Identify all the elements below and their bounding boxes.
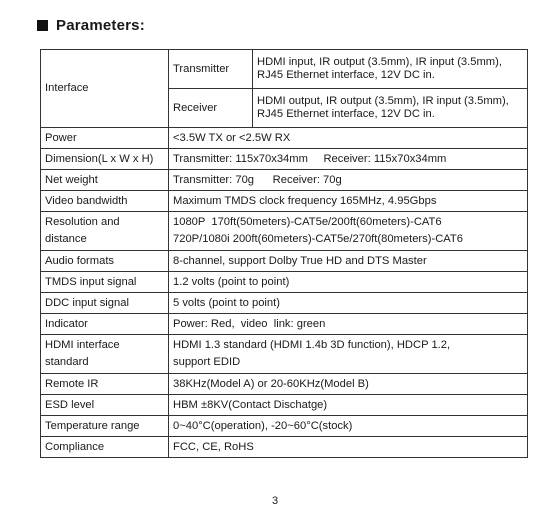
table-row bbox=[41, 191, 528, 212]
hdmi-label bbox=[41, 335, 169, 374]
table-row bbox=[41, 251, 528, 272]
table-row bbox=[41, 314, 528, 335]
weight-label: Net weight bbox=[41, 170, 169, 191]
tmds-label: TMDS input signal bbox=[41, 272, 169, 293]
compliance-label: Compliance bbox=[41, 437, 169, 458]
bandwidth-value: Maximum TMDS clock frequency 165MHz, 4.95Gbps bbox=[169, 191, 528, 212]
table-row bbox=[41, 128, 528, 149]
resolution-label-line1: Resolution and bbox=[45, 216, 120, 228]
hdmi-value-line2: support EDID bbox=[173, 356, 241, 368]
table-row bbox=[41, 212, 528, 251]
audio-label: Audio formats bbox=[41, 251, 169, 272]
table-row bbox=[41, 335, 528, 374]
remote-label: Remote IR bbox=[41, 374, 169, 395]
hdmi-value bbox=[169, 335, 528, 374]
hdmi-label-line1: HDMI interface bbox=[45, 339, 120, 351]
dimension-value: Transmitter: 115x70x34mm Receiver: 115x70x34mm bbox=[169, 149, 528, 170]
table-row bbox=[41, 149, 528, 170]
table-row bbox=[41, 170, 528, 191]
hdmi-value-line1: HDMI 1.3 standard (HDMI 1.4b 3D function), HDCP 1.2, bbox=[173, 339, 451, 351]
heading-text: Parameters: bbox=[56, 16, 145, 34]
dimension-label: Dimension(L x W x H) bbox=[41, 149, 169, 170]
esd-label: ESD level bbox=[41, 395, 169, 416]
hdmi-label-line2: standard bbox=[45, 356, 89, 368]
indicator-label: Indicator bbox=[41, 314, 169, 335]
compliance-value: FCC, CE, RoHS bbox=[169, 437, 528, 458]
remote-value: 38KHz(Model A) or 20-60KHz(Model B) bbox=[169, 374, 528, 395]
receiver-value: HDMI output, IR output (3.5mm), IR input (3.5mm), RJ45 Ethernet interface, 12V DC in. bbox=[253, 89, 528, 128]
section-heading bbox=[37, 14, 145, 36]
resolution-label bbox=[41, 212, 169, 251]
tmds-value: 1.2 volts (point to point) bbox=[169, 272, 528, 293]
resolution-value bbox=[169, 212, 528, 251]
transmitter-label: Transmitter bbox=[169, 50, 253, 89]
table-row bbox=[41, 50, 528, 89]
power-value: <3.5W TX or <2.5W RX bbox=[169, 128, 528, 149]
ddc-value: 5 volts (point to point) bbox=[169, 293, 528, 314]
resolution-label-line2: distance bbox=[45, 233, 87, 245]
table-row bbox=[41, 293, 528, 314]
power-label: Power bbox=[41, 128, 169, 149]
table-row bbox=[41, 272, 528, 293]
bandwidth-label: Video bandwidth bbox=[41, 191, 169, 212]
audio-value: 8-channel, support Dolby True HD and DTS Master bbox=[169, 251, 528, 272]
interface-label: Interface bbox=[41, 50, 169, 128]
resolution-value-line1: 1080P 170ft(50meters)-CAT5e/200ft(60meters)-CAT6 bbox=[173, 216, 442, 228]
bullet-square-icon bbox=[37, 20, 48, 31]
esd-value: HBM ±8KV(Contact Dischatge) bbox=[169, 395, 528, 416]
indicator-value: Power: Red, video link: green bbox=[169, 314, 528, 335]
parameters-table bbox=[40, 49, 528, 458]
resolution-value-line2: 720P/1080i 200ft(60meters)-CAT5e/270ft(80meters)-CAT6 bbox=[173, 233, 463, 245]
table-row bbox=[41, 395, 528, 416]
table-row bbox=[41, 416, 528, 437]
temperature-label: Temperature range bbox=[41, 416, 169, 437]
table-row bbox=[41, 437, 528, 458]
page-number: 3 bbox=[271, 495, 279, 507]
temperature-value: 0~40°C(operation), -20~60°C(stock) bbox=[169, 416, 528, 437]
receiver-label: Receiver bbox=[169, 89, 253, 128]
weight-value: Transmitter: 70g Receiver: 70g bbox=[169, 170, 528, 191]
table-row bbox=[41, 374, 528, 395]
ddc-label: DDC input signal bbox=[41, 293, 169, 314]
transmitter-value: HDMI input, IR output (3.5mm), IR input (3.5mm), RJ45 Ethernet interface, 12V DC in. bbox=[253, 50, 528, 89]
